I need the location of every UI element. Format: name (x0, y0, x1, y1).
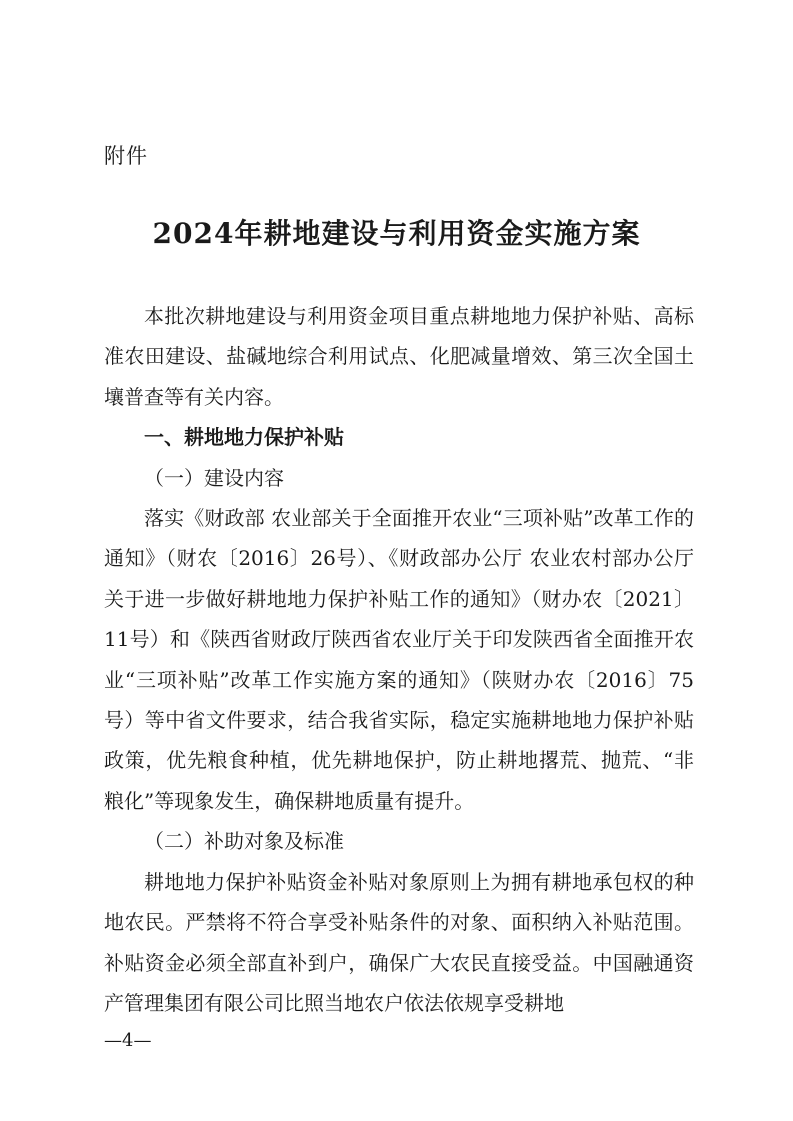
document-title: 2024年耕地建设与利用资金实施方案 (152, 217, 641, 250)
subsection-heading: （一）建设内容 (144, 465, 284, 490)
attachment-label: 附件 (104, 144, 148, 168)
page-number: —4— (104, 1030, 152, 1051)
intro-paragraph: 本批次耕地建设与利用资金项目重点耕地地力保护补贴、高标准农田建设、盐碱地综合利用试点、化肥减量增效、第三次全国土壤普查等有关内容。 (104, 304, 694, 409)
body-paragraph: 落实《财政部 农业部关于全面推开农业“三项补贴”改革工作的通知》（财农〔2016〕26号）、《财政部办公厅 农业农村部办公厅关于进一步做好耕地地力保护补贴工作的通知》（财办农〔2021〕11号）和《陕西省财政厅陕西省农业厅关于印发陕西省全面推开农业“三项补贴”改革工作实施方案的通知》（陕财办农〔2016〕75号）等中省文件要求，结合我省实际，稳定实施耕地地力保护补贴政策，优先粮食种植，优先耕地保护，防止耕地撂荒、抛荒、“非粮化”等现象发生，确保耕地质量有提升。 (104, 506, 694, 813)
subsection-heading: （二）补助对象及标准 (144, 829, 344, 854)
document-body (104, 296, 694, 1023)
body-paragraph: 耕地地力保护补贴资金补贴对象原则上为拥有耕地承包权的种地农民。严禁将不符合享受补贴条件的对象、面积纳入补贴范围。补贴资金必须全部直补到户，确保广大农民直接受益。中国融通资产管理集团有限公司比照当地农户依法依规享受耕地 (104, 869, 694, 1015)
section-heading: 一、耕地地力保护补贴 (144, 425, 344, 450)
